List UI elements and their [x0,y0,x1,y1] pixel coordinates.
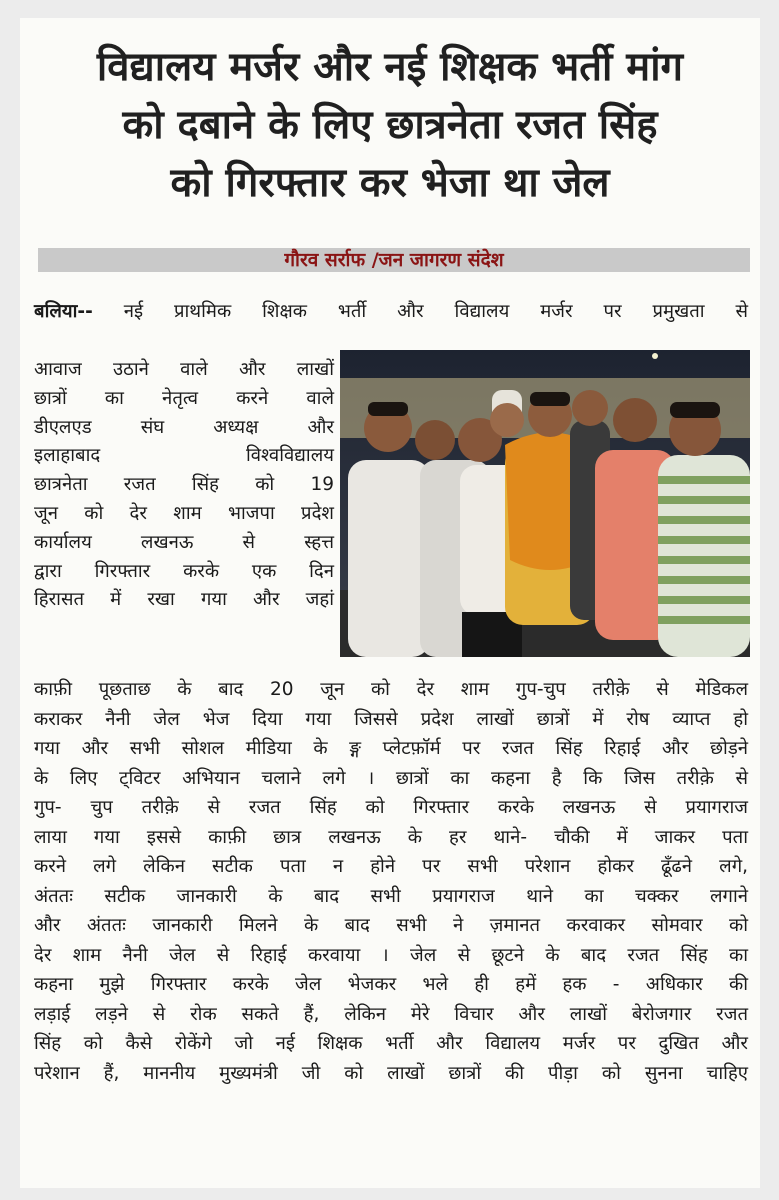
text-line: हिरासत में रखा गया और जहां [34,589,334,611]
group-photo [340,350,750,657]
text-line: डीएलएड संघ अध्यक्ष और [34,416,334,438]
text-line: लाया गया इससे काफ़ी छात्र लखनऊ के हर थाने- चौकी में जाकर पता [34,826,748,848]
text-line: इलाहाबाद विश्वविद्यालय [34,445,334,467]
text-line: सिंह को कैसे रोकेंगे जो नई शिक्षक भर्ती और विद्यालय मर्जर पर दुखित और [34,1033,748,1054]
text-line: काफ़ी पूछताछ के बाद 20 जून को देर शाम गुप-चुप तरीक़े से मेडिकल [34,679,748,700]
text-line: कार्यालय लखनऊ से स्हत्त [34,531,334,553]
text-line: कहना मुझे गिरफ्तार करके जेल भेजकर भले ही हमें हक - अधिकार की [34,974,748,995]
text-line: जून को देर शाम भाजपा प्रदेश [34,502,334,524]
narrow-column [34,356,334,615]
text-line: गुप- चुप तरीक़े से रजत सिंह को गिरफ्तार करके लखनऊ से प्रयागराज [34,797,748,818]
text-line: और अंततः जानकारी मिलने के बाद सभी ने ज़मानत करवाकर सोमवार को [34,915,748,936]
headline [20,38,760,212]
headline-line-1: विद्यालय मर्जर और नई शिक्षक भर्ती मांग [96,44,684,90]
text-line: कराकर नैनी जेल भेज दिया गया जिससे प्रदेश लाखों छात्रों में रोष व्याप्त हो [34,708,748,730]
group-photo-illustration [340,350,750,657]
text-line: के लिए ट्विटर अभियान चलाने लगे । छात्रों का कहना है कि जिस तरीक़े से [34,767,748,789]
text-line: छात्रों का नेतृत्व करने वाले [34,387,334,409]
text-line: छात्रनेता रजत सिंह को 19 [34,474,334,496]
text-line: परेशान हैं, माननीय मुख्यमंत्री जी को लाखों छात्रों की पीड़ा को सुनना चाहिए [34,1062,748,1084]
text-line: अंततः सटीक जानकारी के बाद सभी प्रयागराज थाने का चक्कर लगाने [34,885,748,907]
article-body [34,675,748,1088]
text-line: देर शाम नैनी जेल से रिहाई करवाया । जेल से छूटने के बाद रजत सिंह का [34,944,748,966]
text-line: लड़ाई लड़ने से रोक सकते हैं, लेकिन मेरे विचार और लाखों बेरोजगार रजत [34,1003,748,1025]
headline-line-3: को गिरफ्तार कर भेजा था जेल [170,160,610,206]
headline-line-2: को दबाने के लिए छात्रनेता रजत सिंह [122,102,658,148]
newspaper-clipping [20,18,760,1188]
text-line: गया और सभी सोशल मीडिया के ङ्ग प्लेटफ़ॉर्म पर रजत सिंह रिहाई और छोड़ने [34,738,748,759]
byline: गौरव सर्राफ /जन जागरण संदेश [38,248,750,272]
text-line: आवाज उठाने वाले और लाखों [34,359,334,380]
lead-line [34,298,748,327]
text-line: करने लगे लेकिन सटीक पता न होने पर सभी परेशान होकर ढूँढने लगे, [34,856,748,877]
dateline: बलिया-- [34,301,93,322]
lead-text: नई प्राथमिक शिक्षक भर्ती और विद्यालय मर्जर पर प्रमुखता से [123,301,748,322]
text-line: द्वारा गिरफ्तार करके एक दिन [34,560,334,582]
